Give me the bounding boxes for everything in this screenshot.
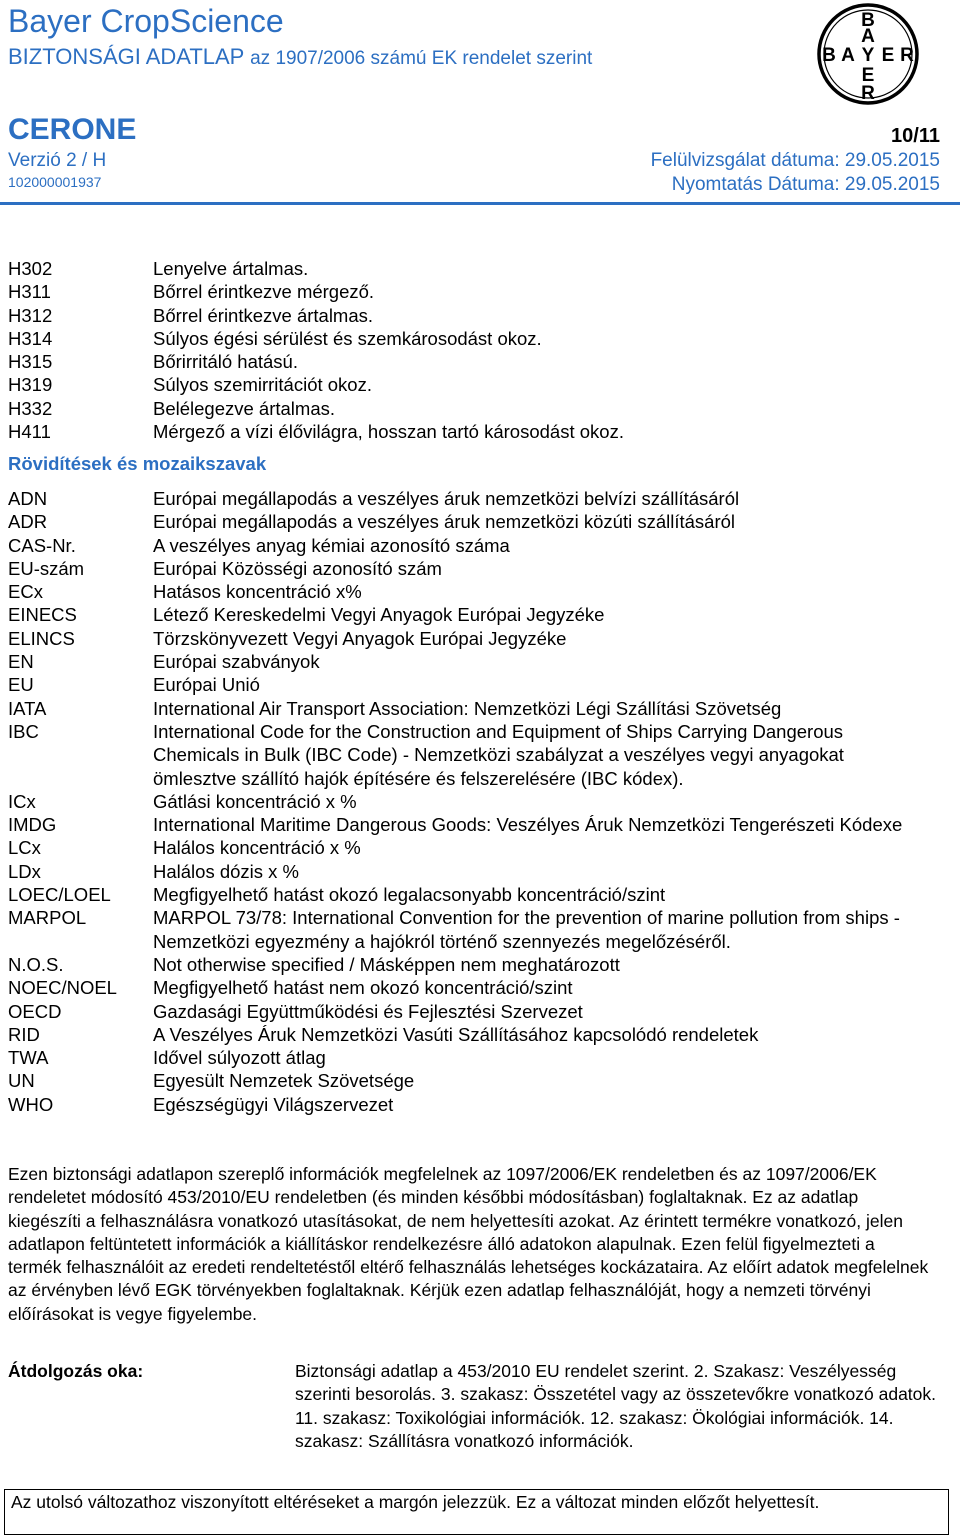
abbreviation-row [8,697,923,720]
abbreviation-code: EINECS [8,604,77,626]
abbreviation-code: ELINCS [8,627,75,649]
abbreviation-row [8,1093,923,1116]
hazard-row [8,397,923,420]
abbreviation-text: International Code for the Construction and Equipment of Ships Carrying Dangerous Chemicals in Bulk (IBC Code) - Nemzetközi szabályzat a veszélyes vegyi anyagokat ömlesztve szállító hajók építésére és felszerelésére (IBC kódex). [153,720,844,789]
svg-text:E: E [861,65,875,86]
abbreviation-code: UN [8,1070,35,1092]
abbreviation-code: OECD [8,1000,62,1022]
svg-text:R: R [861,83,875,104]
abbreviation-text: Halálos dózis x % [153,860,300,882]
abbreviation-text: Gátlási koncentráció x % [153,790,357,812]
hazard-text: Belélegezve ártalmas. [153,397,336,419]
print-date: Nyomtatás Dátuma: 29.05.2015 [671,174,940,195]
svg-text:A: A [861,26,875,47]
abbreviation-text: Idővel súlyozott átlag [153,1047,326,1069]
abbreviation-row [8,836,923,859]
abbreviation-text: Megfigyelhető hatást okozó legalacsonyabb koncentráció/szint [153,884,666,906]
abbreviation-code: MARPOL [8,907,87,929]
hazard-code: H302 [8,258,53,279]
abbreviation-text: Halálos koncentráció x % [153,837,361,859]
product-name: CERONE [8,113,137,146]
hazard-code: H312 [8,304,53,326]
page-number: 10/11 [891,125,940,147]
abbreviation-code: NOEC/NOEL [8,977,117,999]
disclaimer-paragraph: Ezen biztonsági adatlapon szereplő információk megfelelnek az 1097/2006/EK rendeletben és az 1097/2006/EK rendeletet módosító 453/2010/EU rendeletben (és minden későbbi módosításban) foglaltaknak. Ez az adatlap kiegészíti a felhasználásra vonatkozó utasításokat, de nem helyettesíti azokat. Az érintett termékre vonatkozó, jelen adatlapon feltüntetett információk a kiállításkor rendelkezésre álló adatokon alapulnak. Ezen felül figyelmezteti a termék felhasználóit az eredeti rendeltetéstől eltérő felhasználás lehetséges kockázataira. Az előírt adatok megfelelnek az érvényben lévő EGK törvényekben foglaltaknak. Kérjük ezen adatlap felhasználóját, hogy a nemzeti törvényi előírásokat is vegye figyelembe. [8,1164,929,1324]
sds-title [8,44,592,70]
hazard-code: H411 [8,421,51,443]
abbreviation-row [8,976,923,999]
abbreviation-text: Not otherwise specified / Másképpen nem meghatározott [153,953,620,975]
abbreviation-code: IATA [8,697,47,719]
svg-text:Y: Y [861,45,875,66]
hazard-code: H319 [8,374,53,396]
abbreviation-row [8,906,923,953]
abbreviation-text: Hatásos koncentráció x% [153,581,362,603]
hazard-row [8,280,923,303]
abbreviation-text: A veszélyes anyag kémiai azonosító száma [153,534,510,556]
company-name: Bayer CropScience [8,3,284,39]
regulation-reference: az 1907/2006 számú EK rendelet szerint [250,48,593,69]
hazard-text: Lenyelve ártalmas. [153,258,309,279]
abbreviation-code: LDx [8,860,41,882]
abbreviation-text: Európai szabványok [153,651,320,673]
abbreviation-text: Törzskönyvezett Vegyi Anyagok Európai Jegyzéke [153,627,567,649]
hazard-text: Súlyos szemirritációt okoz. [153,374,372,396]
svg-text:E: E [881,45,895,66]
abbreviation-code: CAS-Nr. [8,534,76,556]
abbreviation-code: N.O.S. [8,953,64,975]
abbreviation-row [8,953,923,976]
revision-label: Átdolgozás oka: [8,1361,144,1381]
revision-date: Felülvizsgálat dátuma: 29.05.2015 [650,150,940,171]
revision-text: Biztonsági adatlap a 453/2010 EU rendelet szerint. 2. Szakasz: Veszélyesség szerinti besorolás. 3. szakasz: Összetétel vagy az összetevőkre vonatkozó adatok. 11. szakasz: Toxikológiai információk. 12. szakasz: Ökológiai információk. 14. szakasz: Szállításra vonatkozó információk. [295,1361,937,1451]
abbreviation-row [8,534,923,557]
abbreviation-text: Európai megállapodás a veszélyes áruk nemzetközi belvízi szállításáról [153,488,740,509]
abbreviation-code: ICx [8,790,36,812]
abbreviation-code: EU-szám [8,557,85,579]
hazard-text: Súlyos égési sérülést és szemkárosodást okoz. [153,327,542,349]
abbreviation-code: RID [8,1023,40,1045]
abbreviation-row [8,487,923,510]
abbreviation-code: EU [8,674,34,696]
abbreviation-row [8,790,923,813]
abbreviation-text: Európai Unió [153,674,260,696]
abbreviation-text: Gazdasági Együttműködési és Fejlesztési Szervezet [153,1000,583,1022]
abbreviation-text: MARPOL 73/78: International Convention for the prevention of marine pollution from ships - Nemzetközi egyezmény a hajókról történő szennyezés megelőzéséről. [153,907,900,952]
abbreviation-row [8,1023,923,1046]
abbreviation-row [8,1069,923,1092]
hazard-code: H314 [8,327,53,349]
hazard-row [8,350,923,373]
abbreviation-row [8,603,923,626]
abbreviation-row [8,1000,923,1023]
abbreviation-code: IBC [8,720,39,742]
abbreviation-code: ADN [8,488,48,509]
abbreviation-row [8,580,923,603]
hazard-code: H332 [8,397,53,419]
header-divider [0,202,960,205]
abbreviation-text: A Veszélyes Áruk Nemzetközi Vasúti Szállításához kapcsolódó rendeletek [153,1023,759,1045]
svg-text:B: B [822,45,836,66]
svg-text:A: A [841,45,855,66]
hazard-text: Bőrirritáló hatású. [153,351,298,373]
abbreviation-row [8,627,923,650]
abbreviation-text: Európai Közösségi azonosító szám [153,557,442,579]
hazard-code: H311 [8,281,51,303]
hazard-text: Bőrrel érintkezve ártalmas. [153,304,374,326]
abbreviation-text: Megfigyelhető hatást nem okozó koncentráció/szint [153,977,573,999]
hazard-row [8,373,923,396]
change-notice-box: Az utolsó változathoz viszonyított eltéréseket a margón jelezzük. Ez a változat minden előzőt helyettesít. [4,1489,949,1535]
abbreviation-text: Létező Kereskedelmi Vegyi Anyagok Európai Jegyzéke [153,604,605,626]
abbreviation-code: WHO [8,1093,54,1115]
hazard-row [8,327,923,350]
sds-title-main: BIZTONSÁGI ADATLAP [8,44,244,69]
hazard-code: H315 [8,351,53,373]
abbreviation-row [8,1046,923,1069]
abbreviation-row [8,883,923,906]
bayer-cross-logo [816,2,920,106]
abbreviation-code: EN [8,651,34,673]
abbreviation-row [8,650,923,673]
abbreviation-code: TWA [8,1047,49,1069]
abbreviation-code: IMDG [8,814,57,836]
abbreviations-heading: Rövidítések és mozaikszavak [8,453,267,474]
abbreviation-row [8,720,923,790]
hazard-row [8,257,923,280]
document-id: 102000001937 [8,174,102,190]
version: Verzió 2 / H [8,150,107,171]
abbreviation-row [8,557,923,580]
abbreviation-code: ADR [8,511,48,533]
revision-reason [8,1360,938,1453]
abbreviation-row [8,510,923,533]
abbreviation-text: Egyesült Nemzetek Szövetsége [153,1070,415,1092]
abbreviation-code: LCx [8,837,41,859]
abbreviation-text: Európai megállapodás a veszélyes áruk nemzetközi közúti szállításáról [153,511,736,533]
abbreviation-text: International Maritime Dangerous Goods: Veszélyes Áruk Nemzetközi Tengerészeti Kódexe [153,814,903,836]
abbreviation-code: ECx [8,581,43,603]
abbreviation-text: International Air Transport Association: Nemzetközi Légi Szállítási Szövetség [153,697,782,719]
hazard-text: Mérgező a vízi élővilágra, hosszan tartó károsodást okoz. [153,421,624,443]
abbreviation-row [8,860,923,883]
hazard-row [8,304,923,327]
hazard-text: Bőrrel érintkezve mérgező. [153,281,375,303]
hazard-row [8,420,923,443]
abbreviation-code: LOEC/LOEL [8,884,111,906]
abbreviation-row [8,673,923,696]
hazard-statements-list [8,257,923,443]
abbreviation-row [8,813,923,836]
abbreviation-text: Egészségügyi Világszervezet [153,1093,394,1115]
svg-text:R: R [900,45,914,66]
abbreviations-list [8,487,923,1116]
svg-text:B: B [861,10,875,31]
